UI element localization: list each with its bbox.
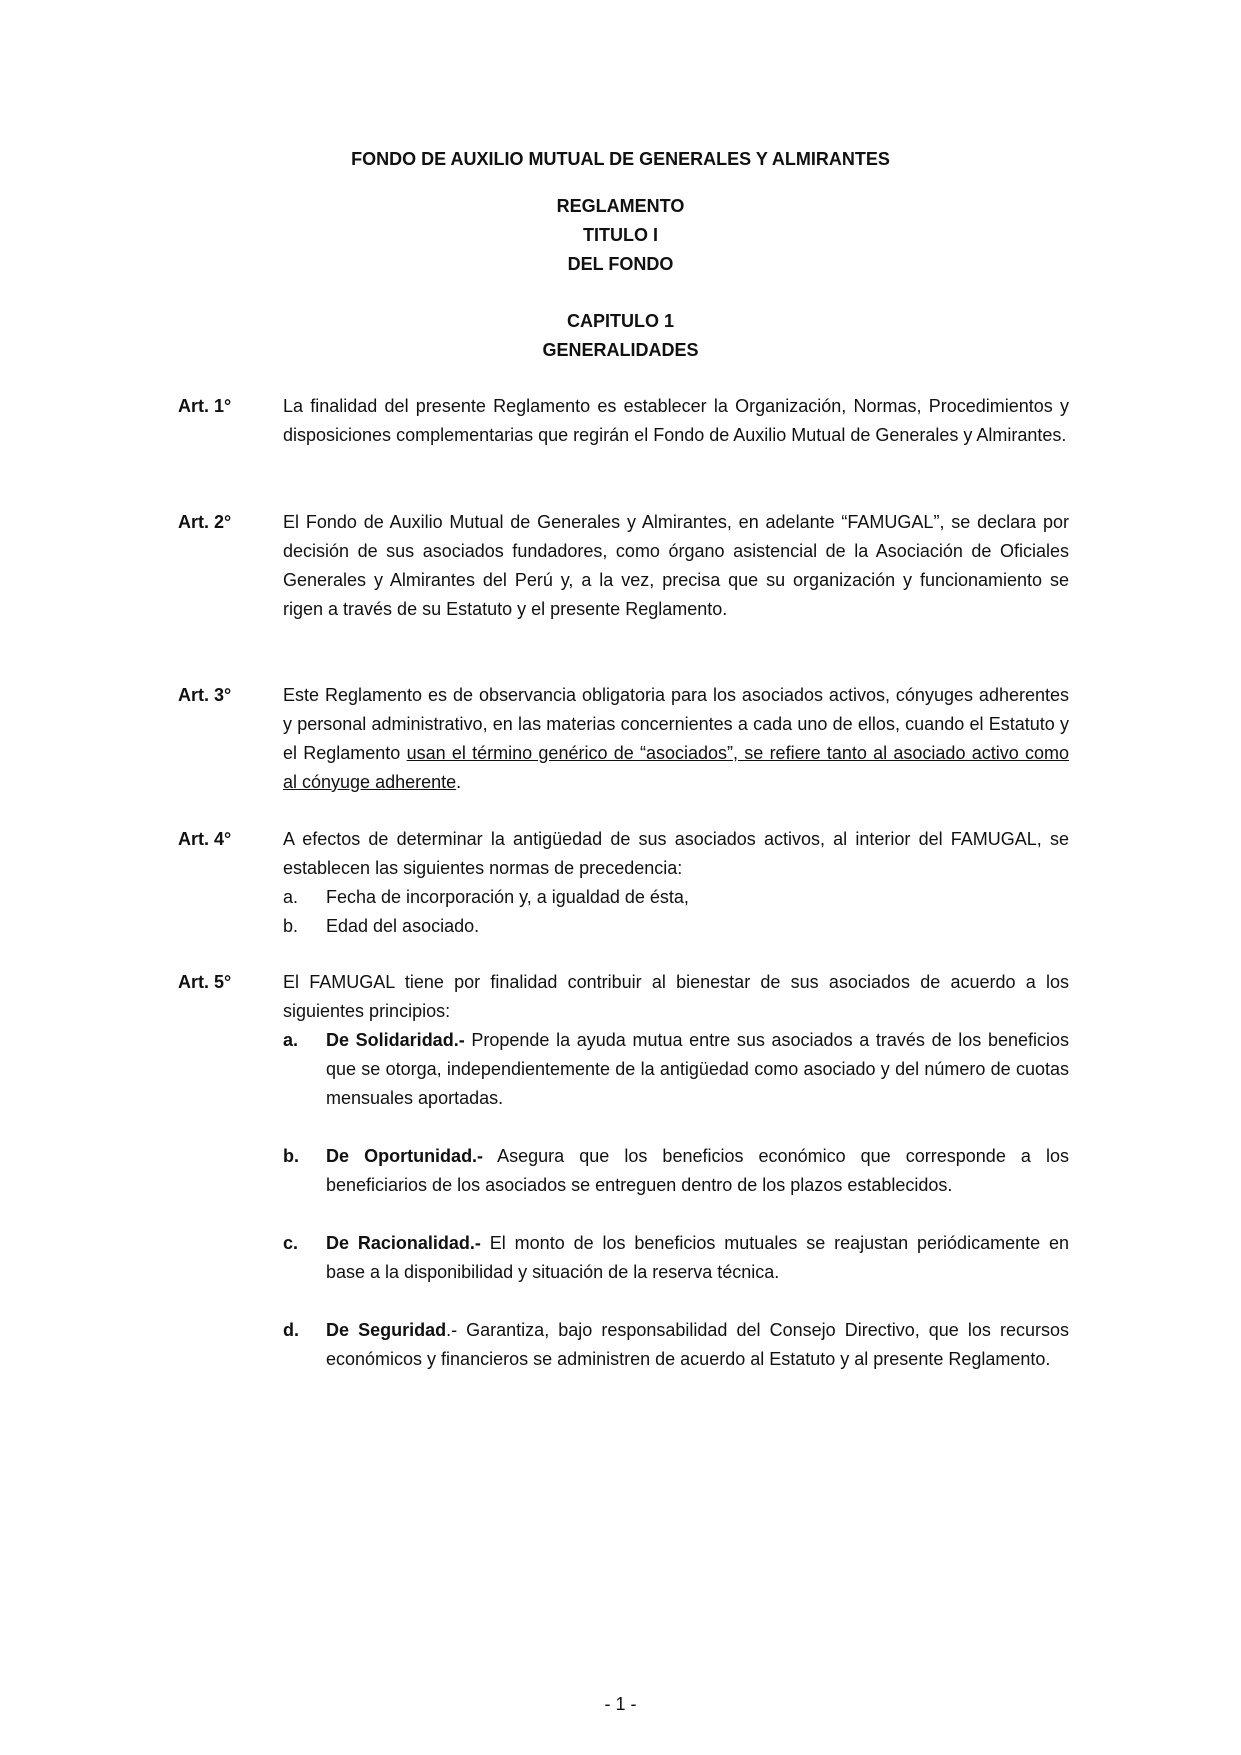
article-text-plain: Este Reglamento es de observancia obligatoria para los asociados activos, cónyuges adherentes y personal administrativo, en las materias concernientes a cada uno de ellos, cuando el Estatuto y el Reglamento <box>283 685 1069 763</box>
article-label: Art. 5° <box>178 972 232 992</box>
list-item <box>283 1316 1069 1374</box>
reglamento-heading: REGLAMENTO <box>556 196 685 216</box>
article-label: Art. 4° <box>178 829 232 849</box>
capitulo-heading: CAPITULO 1 <box>566 311 674 331</box>
list-item-text: Edad del asociado. <box>326 916 480 936</box>
article-text: La finalidad del presente Reglamento es establecer la Organización, Normas, Procedimientos y disposiciones complementarias que regirán el Fondo de Auxilio Mutual de Generales y Almirantes. <box>283 396 1069 445</box>
article-body <box>283 508 1069 624</box>
article-label: Art. 2° <box>178 512 232 532</box>
list-marker: c. <box>283 1233 299 1253</box>
article-label: Art. 1° <box>178 396 232 416</box>
list-marker: b. <box>283 1146 299 1166</box>
principle-term: De Seguridad <box>326 1320 447 1340</box>
list-marker: d. <box>283 1320 299 1340</box>
list-item <box>283 1026 1069 1113</box>
principle-text: El monto de los beneficios mutuales se reajustan periódicamente en base a la disponibilidad y situación de la reserva técnica. <box>326 1233 1070 1282</box>
article-text: El FAMUGAL tiene por finalidad contribuir al bienestar de sus asociados de acuerdo a los siguientes principios: <box>283 972 1069 1021</box>
list-item <box>283 1142 1069 1200</box>
list-marker: b. <box>283 916 299 936</box>
article-text: El Fondo de Auxilio Mutual de Generales y Almirantes, en adelante “FAMUGAL”, se declara por decisión de sus asociados fundadores, como órgano asistencial de la Asociación de Oficiales Generales y Almirantes del Perú y, a la vez, precisa que su organización y funcionamiento se rigen a través de su Estatuto y el presente Reglamento. <box>283 512 1069 619</box>
article-text-underlined: usan el término genérico de “asociados”, se refiere tanto al asociado activo como al cónyuge adherente <box>283 743 1069 792</box>
principle-text: .- Garantiza, bajo responsabilidad del Consejo Directivo, que los recursos económicos y financieros se administren de acuerdo al Estatuto y al presente Reglamento. <box>326 1320 1069 1369</box>
list-item <box>283 883 1069 912</box>
list-marker: a. <box>283 1030 299 1050</box>
chapter-group <box>0 307 1241 365</box>
generalidades-heading: GENERALIDADES <box>542 340 699 360</box>
spacer <box>283 1287 1069 1316</box>
titulo-heading: TITULO I <box>583 225 658 245</box>
fund-name: FONDO DE AUXILIO MUTUAL DE GENERALES Y ALMIRANTES <box>351 149 890 169</box>
article-text <box>283 681 1069 797</box>
document-title <box>0 145 1241 174</box>
del-fondo-heading: DEL FONDO <box>567 254 674 274</box>
article-text: A efectos de determinar la antigüedad de sus asociados activos, al interior del FAMUGAL, se establecen las siguientes normas de precedencia: <box>283 829 1069 878</box>
list-item <box>283 912 1069 941</box>
list-item <box>283 1229 1069 1287</box>
principle-text: Propende la ayuda mutua entre sus asociados a través de los beneficios que se otorga, independientemente de la antigüedad como asociado y del número de cuotas mensuales aportadas. <box>326 1030 1069 1108</box>
article-body <box>283 968 1069 1374</box>
list-marker: a. <box>283 887 299 907</box>
principle-term: De Racionalidad.- <box>326 1233 481 1253</box>
article-body <box>283 825 1069 941</box>
page-number: - 1 - <box>604 1694 637 1714</box>
title-group <box>0 192 1241 279</box>
principle-term: De Solidaridad.- <box>326 1030 465 1050</box>
principle-text: Asegura que los beneficios económico que corresponde a los beneficiarios de los asociados se entreguen dentro de los plazos establecidos. <box>326 1146 1069 1195</box>
article-text-end: . <box>456 772 462 792</box>
list-item-text: Fecha de incorporación y, a igualdad de ésta, <box>326 887 689 907</box>
article-body <box>283 681 1069 797</box>
principle-term: De Oportunidad.- <box>326 1146 484 1166</box>
article-label: Art. 3° <box>178 685 232 705</box>
spacer <box>283 1200 1069 1229</box>
article-body <box>283 392 1069 450</box>
spacer <box>283 1113 1069 1142</box>
